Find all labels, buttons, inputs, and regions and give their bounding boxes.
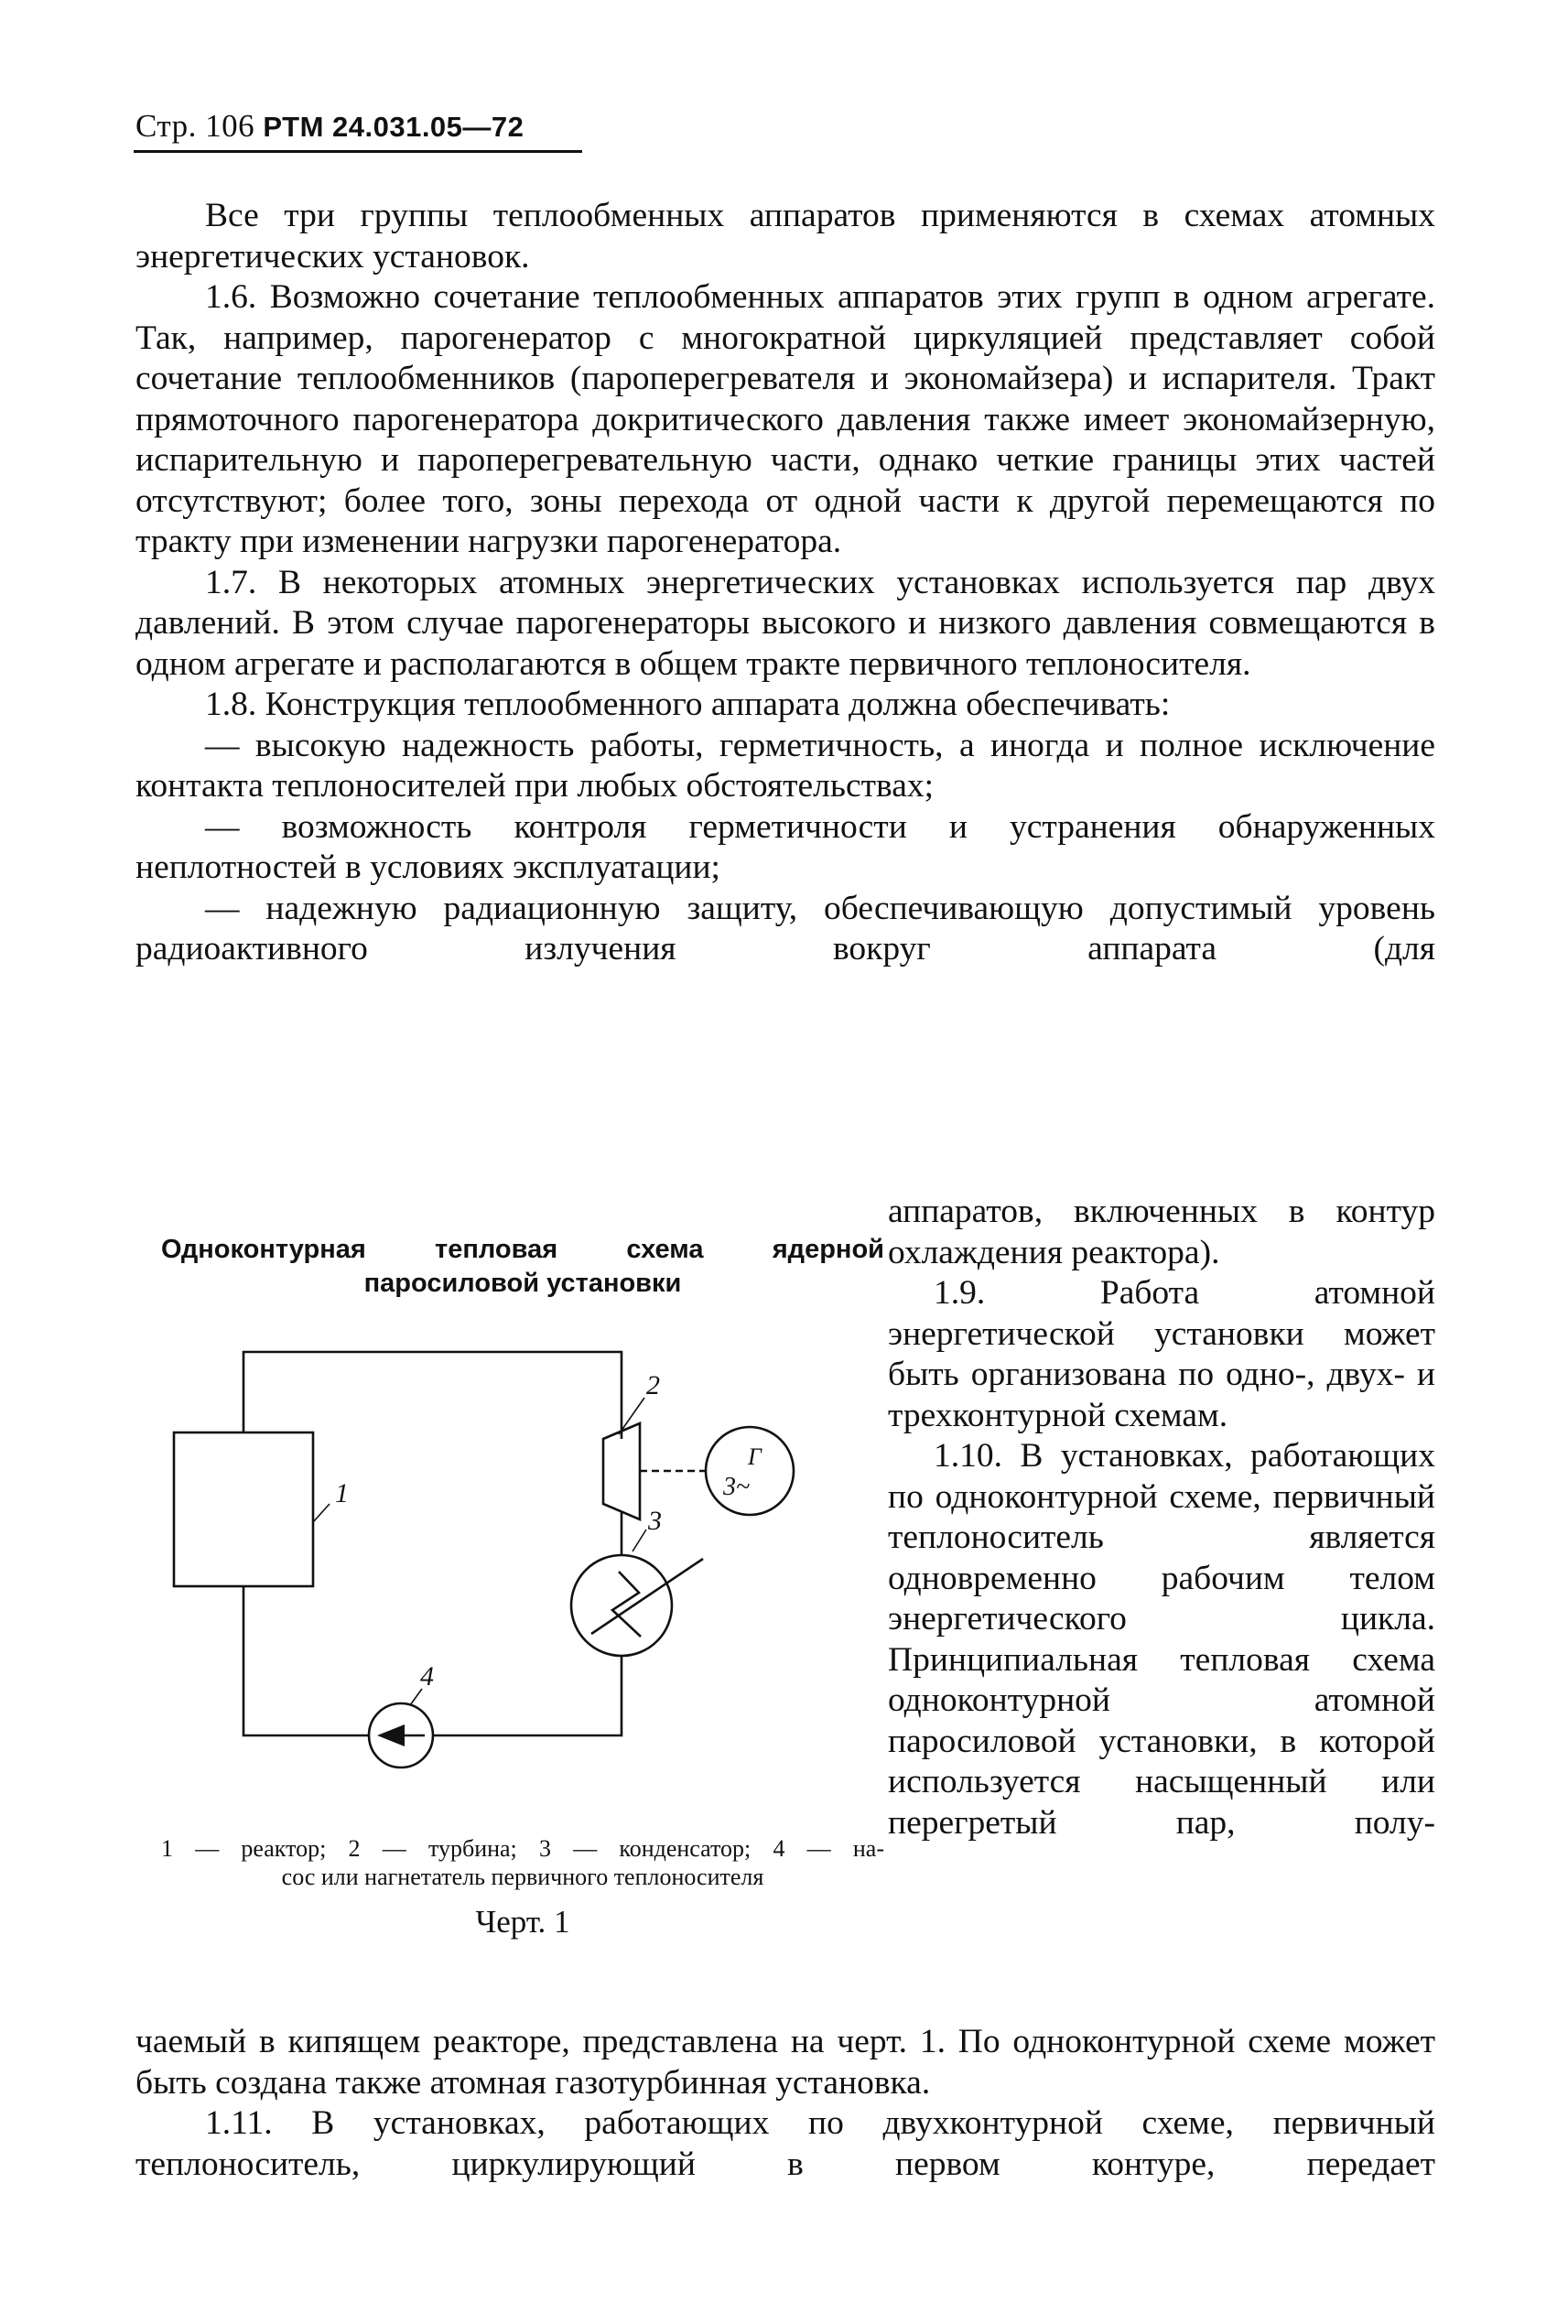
- thermal-scheme-diagram: [161, 1332, 884, 1808]
- paragraph-1-9: 1.9. Работа атомной энергетической установки может быть организована по одно-, двух- и трехконтурной схемам.: [888, 1274, 1435, 1434]
- pump-arrow-icon: [377, 1724, 405, 1746]
- label-generator-phase: 3~: [723, 1473, 751, 1501]
- paragraph-1-8: 1.8. Конструкция теплообменного аппарата должна обеспечивать:: [205, 686, 1171, 723]
- body-text-top: [135, 196, 1435, 970]
- page-header: [135, 108, 524, 145]
- label-condenser: 3: [648, 1506, 662, 1536]
- paragraph-1-7: 1.7. В некоторых атомных энергетических установках используется пар двух давлений. В этом случае парогенераторы высокого и низкого давления совмещаются в одном агрегате и располагаются в общем тракте первичного теплоносителя.: [135, 563, 1435, 683]
- figure-caption: [161, 1834, 884, 1891]
- figure-number: Черт. 1: [475, 1904, 570, 1940]
- caption-line: 1 — реактор; 2 — турбина; 3 — конденсатор; 4 — на-: [161, 1835, 884, 1862]
- paragraph-continued: аппаратов, включенных в контур охлаждения реактора).: [888, 1193, 1435, 1271]
- paragraph-1-11: 1.11. В установках, работающих по двухконтурной схеме, первичный теплоноситель, циркулирующий в первом контуре, передает: [135, 2104, 1435, 2183]
- steam-line: [243, 1352, 622, 1439]
- paragraph-continued: чаемый в кипящем реакторе, представлена на черт. 1. По одноконтурной схеме может быть создана также атомная газотурбинная установка.: [135, 2023, 1435, 2102]
- feed-line: [243, 1586, 369, 1735]
- paragraph-1-6: 1.6. Возможно сочетание теплообменных аппаратов этих групп в одном агрегате. Так, например, парогенератор с многократной циркуляцией представляет собой сочетание теплообменников (пароперегревателя и экономайзера) и испарителя. Тракт прямоточного парогенератора докритического давления также имеет экономайзерную, испарительную и пароперегревательную части, однако четкие границы этих частей отсутствуют; более того, зоны перехода от одной части к другой перемещаются по тракту при изменении нагрузки парогенератора.: [135, 278, 1435, 560]
- list-item: — надежную радиационную защиту, обеспечивающую допустимый уровень радиоактивного излучения вокруг аппарата (для: [135, 889, 1435, 967]
- figure-title: [161, 1233, 884, 1301]
- caption-line: сос или нагнетатель первичного теплоносителя: [281, 1864, 764, 1890]
- figure-title-line: Одноконтурная тепловая схема ядерной: [161, 1235, 884, 1264]
- list-item: — возможность контроля герметичности и устранения обнаруженных неплотностей в условиях эксплуатации;: [135, 807, 1435, 886]
- leader-line: [633, 1530, 646, 1551]
- body-text-bottom: [135, 2022, 1435, 2185]
- paragraph-1-10: 1.10. В установках, работающих по одноконтурной схеме, первичный теплоноситель является одновременно рабочим телом энергетического цикла. Принципиальная тепловая схема одноконтурной атомной паросиловой установки, в которой используется насыщенный или перегретый пар, полу-: [888, 1437, 1435, 1842]
- generator-circle: [706, 1427, 794, 1515]
- list-item: — высокую надежность работы, герметичность, а иногда и полное исключение контакта теплоносителей при любых обстоятельствах;: [135, 726, 1435, 805]
- cooling-water-line: [591, 1559, 703, 1634]
- label-generator: Г: [748, 1443, 762, 1470]
- page-number: Стр. 106: [135, 108, 255, 144]
- label-pump: 4: [420, 1661, 434, 1692]
- leader-line: [313, 1504, 330, 1522]
- document-code: РТМ 24.031.05—72: [263, 111, 524, 143]
- figure-title-line: паросиловой установки: [363, 1269, 682, 1298]
- label-turbine: 2: [646, 1370, 660, 1400]
- side-column-text: [888, 1192, 1435, 1843]
- header-rule: [134, 150, 582, 153]
- label-reactor: 1: [335, 1478, 349, 1508]
- paragraph: Все три группы теплообменных аппаратов применяются в схемах атомных энергетических установок.: [135, 197, 1435, 276]
- return-line: [434, 1656, 622, 1735]
- reactor-box: [174, 1432, 313, 1586]
